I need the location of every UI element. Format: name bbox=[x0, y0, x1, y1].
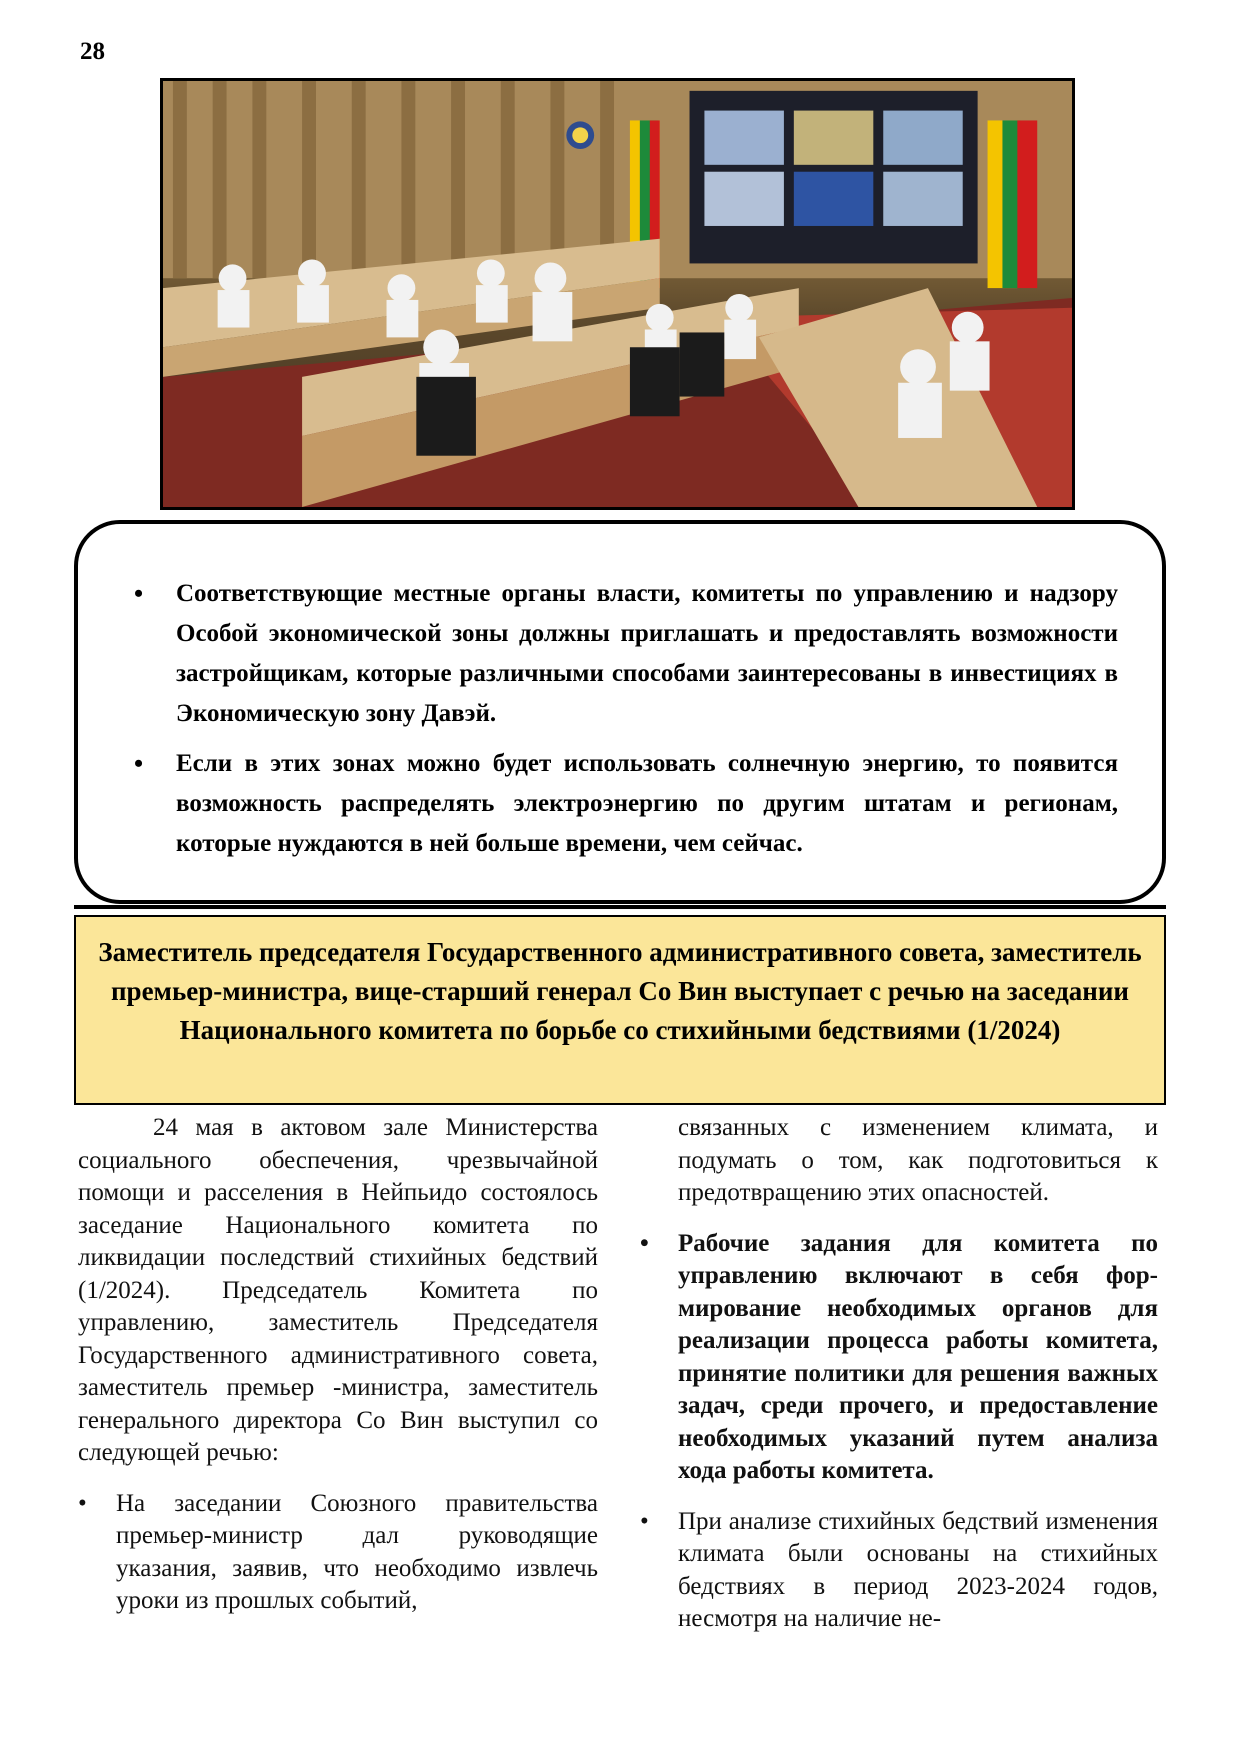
article-headline: Заместитель председателя Государственного административного совета, заместитель премьер-министра, вице-старший генерал Со Вин выступает с речью на заседании Национального комитета по борьбе со стихийными бедствиями (1/2024) bbox=[74, 915, 1166, 1105]
article-column-right bbox=[640, 1112, 1158, 1636]
article-bullet-item: • На заседании Союзного правительства премьер-министр дал руководящие указания, заявив, что необходимо извлечь уроки из прошлых событий, bbox=[78, 1488, 598, 1618]
article-column-left bbox=[78, 1112, 598, 1618]
article-bullets-left bbox=[78, 1488, 598, 1618]
meeting-photo bbox=[160, 78, 1075, 510]
article-bullet-continuation: связанных с изменением климата, и подумать о том, как подготовиться к предотвращению этих опасностей. bbox=[678, 1114, 1158, 1206]
key-points-box bbox=[74, 520, 1166, 904]
meeting-photo-illustration bbox=[163, 81, 1072, 507]
section-divider bbox=[74, 905, 1166, 909]
page-number: 28 bbox=[80, 38, 105, 65]
key-points-list bbox=[134, 574, 1118, 864]
article-bullets-right bbox=[640, 1228, 1158, 1636]
article-intro-paragraph: 24 мая в актовом зале Министерства социального обеспечения, чрезвычайной помощи и расселения в Нейпьидо состоялось заседание Национального комитета по ликвидации последствий стихийных бедствий (1/2024). Председатель Комитета по управлению, заместитель Председателя Государственного административного совета, заместитель премьер -министра, заместитель генерального директора Со Вин выступил со следующей речью: bbox=[78, 1114, 598, 1466]
article-bullet-item-bold: • Рабочие задания для комитета по управлению включают в себя формирование необходимых органов для реализации процесса работы комитета, принятие политики для решения важных задач, среди прочего, и предоставление необходимых указаний путем анализа хода работы комитета. bbox=[640, 1228, 1158, 1488]
key-point-item: • Если в этих зонах можно будет использовать солнечную энергию, то появится возможность распределять электроэнергию по другим штатам и регионам, которые нуждаются в ней больше времени, чем сейчас. bbox=[134, 744, 1118, 864]
article-bullet-item: • При анализе стихийных бедствий изменения климата были основаны на стихийных бедствиях в период 2023-2024 годов, несмотря на наличие не- bbox=[640, 1506, 1158, 1636]
key-point-item: • Соответствующие местные органы власти, комитеты по управлению и надзору Особой экономической зоны должны приглашать и предоставлять возможности застройщикам, которые различными способами заинтересованы в инвестициях в Экономическую зону Давэй. bbox=[134, 574, 1118, 734]
